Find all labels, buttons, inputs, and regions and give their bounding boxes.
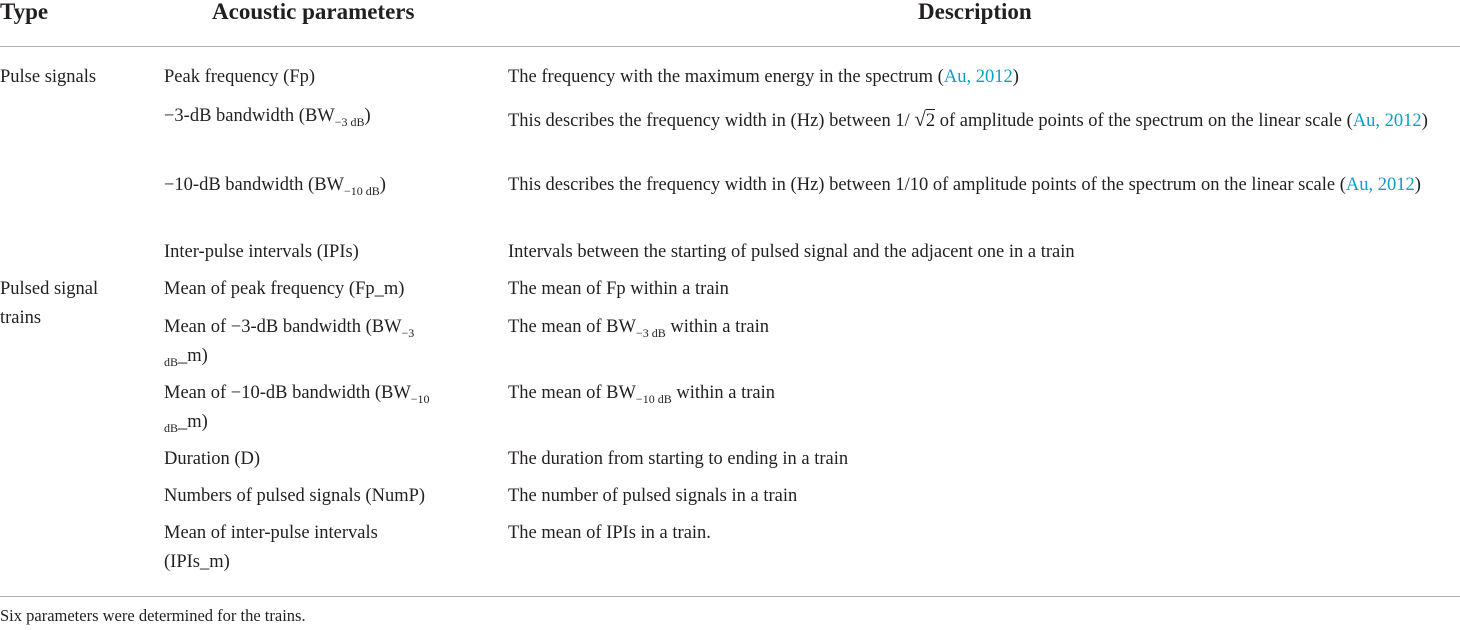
group-pulse-signals: Pulse signals bbox=[0, 67, 97, 87]
param-number-pulsed-signals: Numbers of pulsed signals (NumP) bbox=[164, 486, 426, 506]
param-peak-frequency: Peak frequency (Fp) bbox=[164, 67, 316, 87]
header-rule bbox=[0, 46, 1460, 47]
header-acoustic-parameters: Acoustic parameters bbox=[212, 0, 415, 24]
desc-3db-bandwidth: This describes the frequency width in (Hz) between 1/ √2 of amplitude points of the spectrum on the linear scale (Au, 2012) bbox=[508, 107, 1428, 131]
header-description: Description bbox=[918, 0, 1032, 24]
desc-number-pulsed-signals: The number of pulsed signals in a train bbox=[508, 486, 798, 506]
param-mean-peak-frequency: Mean of peak frequency (Fp_m) bbox=[164, 279, 405, 299]
param-mean-inter-pulse-intervals: Mean of inter-pulse intervals (IPIs_m) bbox=[164, 523, 378, 572]
param-10db-bandwidth: −10-dB bandwidth $(BW_{-10 dB})$ bbox=[164, 175, 386, 198]
citation-link[interactable]: Au, 2012 bbox=[943, 67, 1013, 87]
desc-peak-frequency: The frequency with the maximum energy in the spectrum (Au, 2012) bbox=[508, 67, 1019, 87]
param-mean-3db-bandwidth: Mean of −3-dB bandwidth ($BW_{-3}$ $_{dB}$_m) bbox=[164, 317, 415, 369]
header-type: Type bbox=[0, 0, 49, 24]
param-inter-pulse-intervals: Inter-pulse intervals (IPIs) bbox=[164, 242, 359, 262]
desc-mean-10db-bandwidth: The mean of $BW_{-10 dB}$ within a train bbox=[508, 383, 775, 406]
table-footnote: Six parameters were determined for the trains. bbox=[0, 606, 306, 625]
group-pulsed-signal-trains: Pulsed signal trains bbox=[0, 279, 99, 328]
desc-mean-peak-frequency: The mean of Fp within a train bbox=[508, 279, 729, 299]
param-duration: Duration (D) bbox=[164, 449, 261, 469]
footer-rule bbox=[0, 596, 1460, 597]
desc-mean-3db-bandwidth: The mean of $BW_{-3 dB}$ within a train bbox=[508, 317, 769, 340]
desc-duration: The duration from starting to ending in a train bbox=[508, 449, 849, 469]
desc-mean-inter-pulse-intervals: The mean of IPIs in a train. bbox=[508, 523, 711, 543]
citation-link[interactable]: Au, 2012 bbox=[1352, 111, 1422, 131]
sqrt-expression: √2 bbox=[914, 107, 936, 131]
param-3db-bandwidth: −3-dB bandwidth $(BW_{-3 dB})$ bbox=[164, 106, 371, 129]
desc-inter-pulse-intervals: Intervals between the starting of pulsed signal and the adjacent one in a train bbox=[508, 242, 1075, 262]
desc-10db-bandwidth: This describes the frequency width in (Hz) between 1/10 of amplitude points of the spectrum on the linear scale (Au, 2012) bbox=[508, 175, 1421, 195]
param-mean-10db-bandwidth: Mean of −10-dB bandwidth ($BW_{-10}$ $_{dB}$_m) bbox=[164, 383, 430, 435]
citation-link[interactable]: Au, 2012 bbox=[1345, 175, 1415, 195]
